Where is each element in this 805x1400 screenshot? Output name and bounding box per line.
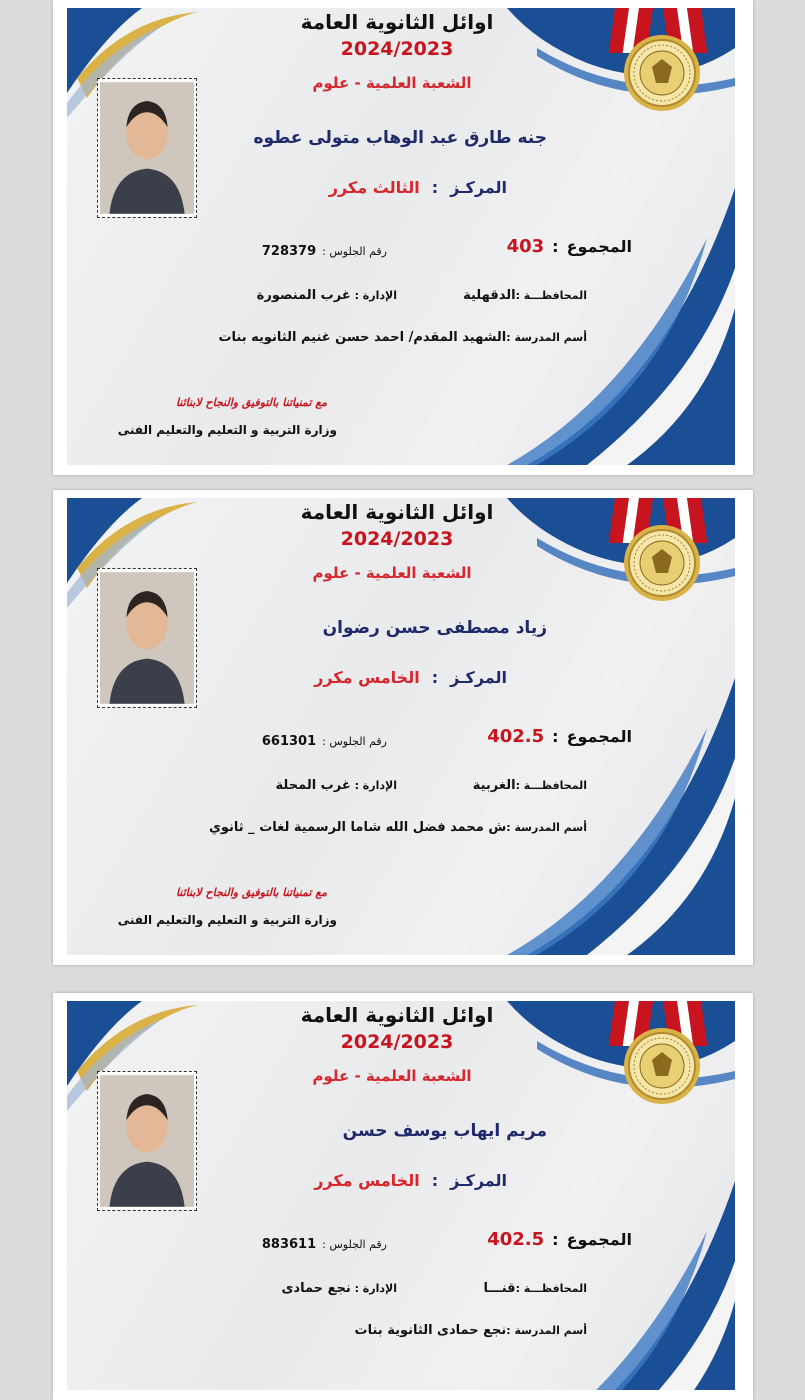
total-value: 403 — [506, 236, 545, 257]
seat-value: 883611 — [261, 1237, 317, 1252]
administration-value: غرب المحلة — [275, 778, 351, 793]
student-avatar — [100, 571, 194, 705]
seat-label: رقم الجلوس : — [322, 245, 387, 258]
governorate-value: قنـــا — [483, 1281, 516, 1296]
academic-year: 2024/2023 — [340, 38, 454, 60]
total-label: المجموع — [566, 727, 632, 746]
student-avatar — [100, 81, 194, 215]
governorate-label: المحافظـــة : — [515, 1282, 587, 1295]
administration-value: غرب المنصورة — [256, 288, 351, 303]
ministry-signature: وزارة التربية و التعليم والتعليم الفنى — [117, 913, 337, 927]
certificate-body — [67, 498, 735, 955]
student-photo — [97, 78, 197, 218]
certificate-title: اوائل الثانوية العامة — [300, 1003, 494, 1027]
student-certificate-card — [53, 0, 753, 475]
ministry-seal-icon — [622, 523, 702, 603]
ministry-seal-icon — [622, 1026, 702, 1106]
student-avatar — [100, 1074, 194, 1208]
school-value: نجع حمادى الثانوية بنات — [354, 1323, 507, 1338]
rank-label: المركـز — [450, 668, 507, 687]
school-label: أسم المدرسة : — [506, 331, 587, 344]
total-row: المجموع:402.5 — [487, 1229, 632, 1250]
student-name: جنه طارق عبد الوهاب متولى عطوه — [253, 128, 547, 148]
student-certificate-card — [53, 490, 753, 965]
certificate-title: اوائل الثانوية العامة — [300, 10, 494, 34]
governorate-value: الدقهلية — [463, 288, 516, 303]
administration-label: الإدارة : — [354, 779, 397, 792]
section-label: الشعبة العلمية - علوم — [312, 1067, 472, 1085]
ministry-signature: وزارة التربية و التعليم والتعليم الفنى — [117, 423, 337, 437]
academic-year: 2024/2023 — [340, 528, 454, 550]
academic-year: 2024/2023 — [340, 1031, 454, 1053]
administration-label: الإدارة : — [354, 289, 397, 302]
school-value: ش محمد فضل الله شاما الرسمية لغات _ ثانوي — [208, 820, 507, 835]
school-row — [187, 330, 587, 345]
total-label: المجموع — [566, 1230, 632, 1249]
rank-row: المركـز:الخامس مكرر — [314, 668, 507, 687]
total-row: المجموع:403 — [506, 236, 632, 257]
rank-value: الخامس مكرر — [314, 668, 420, 687]
wishes-text: مع تمنياتنا بالتوفيق والنجاح لابنائنا — [175, 396, 327, 409]
certificate-title: اوائل الثانوية العامة — [300, 500, 494, 524]
seat-label: رقم الجلوس : — [322, 1238, 387, 1251]
governorate-row — [427, 778, 587, 793]
rank-label: المركـز — [450, 1171, 507, 1190]
school-label: أسم المدرسة : — [506, 821, 587, 834]
rank-label: المركـز — [450, 178, 507, 197]
total-row: المجموع:402.5 — [487, 726, 632, 747]
rank-row: المركـز:الخامس مكرر — [314, 1171, 507, 1190]
section-label: الشعبة العلمية - علوم — [312, 564, 472, 582]
administration-row — [217, 778, 397, 793]
seat-number-row — [217, 734, 387, 749]
school-row — [187, 820, 587, 835]
administration-label: الإدارة : — [354, 1282, 397, 1295]
ministry-seal-icon — [622, 33, 702, 113]
governorate-row — [427, 288, 587, 303]
certificate-body — [67, 8, 735, 465]
rank-value: الثالث مكرر — [328, 178, 420, 197]
seat-label: رقم الجلوس : — [322, 735, 387, 748]
governorate-row — [427, 1281, 587, 1296]
student-photo — [97, 1071, 197, 1211]
student-name: زياد مصطفى حسن رضوان — [322, 618, 547, 638]
administration-value: نجع حمادى — [281, 1281, 351, 1296]
rank-row: المركـز:الثالث مكرر — [328, 178, 507, 197]
governorate-value: الغربية — [472, 778, 516, 793]
total-label: المجموع — [566, 237, 632, 256]
seat-value: 728379 — [261, 244, 317, 259]
governorate-label: المحافظـــة : — [515, 289, 587, 302]
seat-value: 661301 — [261, 734, 317, 749]
governorate-label: المحافظـــة : — [515, 779, 587, 792]
rank-value: الخامس مكرر — [314, 1171, 420, 1190]
student-photo — [97, 568, 197, 708]
school-label: أسم المدرسة : — [506, 1324, 587, 1337]
wishes-text: مع تمنياتنا بالتوفيق والنجاح لابنائنا — [175, 886, 327, 899]
total-value: 402.5 — [487, 1229, 545, 1250]
administration-row — [217, 1281, 397, 1296]
student-name: مريم ايهاب يوسف حسن — [342, 1121, 547, 1141]
administration-row — [217, 288, 397, 303]
section-label: الشعبة العلمية - علوم — [312, 74, 472, 92]
seat-number-row — [217, 244, 387, 259]
total-value: 402.5 — [487, 726, 545, 747]
student-certificate-card — [53, 993, 753, 1400]
seat-number-row — [217, 1237, 387, 1252]
school-value: الشهيد المقدم/ احمد حسن غنيم الثانويه بنات — [218, 330, 507, 345]
school-row — [187, 1323, 587, 1338]
certificate-body — [67, 1001, 735, 1390]
